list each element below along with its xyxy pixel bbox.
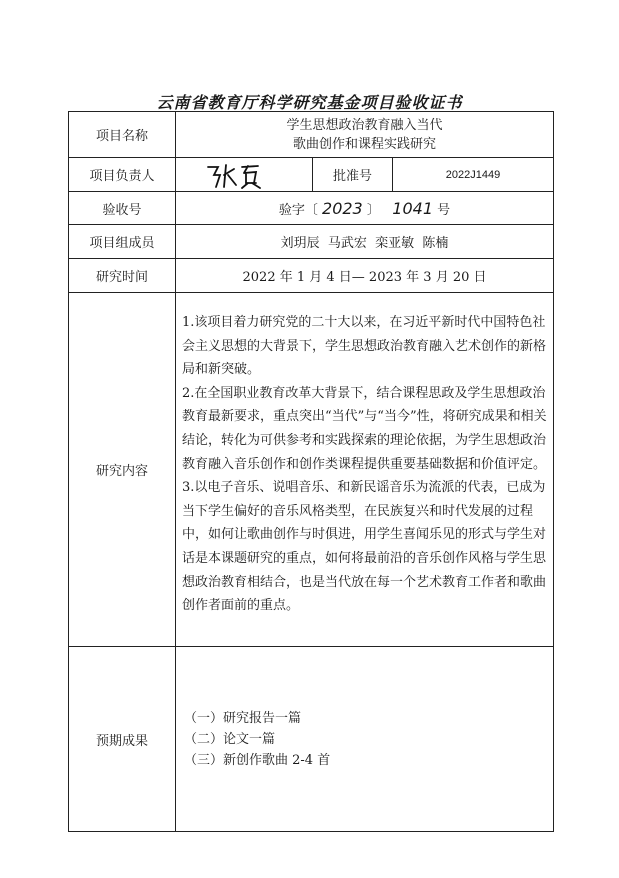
acceptance-number-value xyxy=(176,192,554,225)
period-label: 研究时间 xyxy=(69,259,176,293)
project-name-line-2: 歌曲创作和课程实践研究 xyxy=(293,136,437,152)
leader-label: 项目负责人 xyxy=(69,158,176,192)
acceptance-prefix: 验字〔 xyxy=(278,202,318,218)
content-paragraph: 1.该项目着力研究党的二十大以来，在习近平新时代中国特色社会主义思想的大背景下，学生思想政治教育融入艺术创作的新格局和新突破。 xyxy=(182,315,547,378)
row-project-name xyxy=(69,112,554,158)
results-item: （三）新创作歌曲 2-4 首 xyxy=(184,752,331,768)
project-name-line-1: 学生思想政治教育融入当代 xyxy=(286,117,443,133)
row-content xyxy=(69,293,554,647)
content-value xyxy=(176,293,554,647)
members-label: 项目组成员 xyxy=(69,225,176,259)
acceptance-year: 2023 xyxy=(322,198,363,218)
row-results xyxy=(69,647,554,832)
document-title: 云南省教育厅科学研究基金项目验收证书 xyxy=(156,93,463,112)
handwritten-signature xyxy=(204,161,268,189)
results-value xyxy=(176,647,554,832)
row-period xyxy=(69,259,554,293)
acceptance-suffix: 号 xyxy=(437,202,451,218)
members-value: 刘玥辰 马武宏 栾亚敏 陈楠 xyxy=(176,225,554,259)
leader-signature-cell xyxy=(176,158,313,192)
row-members xyxy=(69,225,554,259)
approval-number-label: 批准号 xyxy=(313,158,393,192)
row-acceptance-number xyxy=(69,192,554,225)
row-leader xyxy=(69,158,554,192)
acceptance-bracket-close: 〕 xyxy=(366,202,380,218)
results-item: （一）研究报告一篇 xyxy=(184,710,302,726)
project-name-label: 项目名称 xyxy=(69,112,176,158)
content-paragraph: 3.以电子音乐、说唱音乐、和新民谣音乐为流派的代表，已成为当下学生偏好的音乐风格类型，在民族复兴和时代发展的过程中，如何让歌曲创作与时俱进，用学生喜闻乐见的形式与学生对话是本课题研究的重点，如何将最前沿的音乐创作风格与学生思想政治教育相结合，也是当代放在每一个艺术教育工作者和歌曲创作者面前的重点。 xyxy=(182,480,547,614)
acceptance-number: 1041 xyxy=(392,198,434,218)
acceptance-form-table xyxy=(68,111,554,832)
content-label: 研究内容 xyxy=(69,293,176,647)
results-item: （二）论文一篇 xyxy=(184,731,276,747)
content-paragraph: 2.在全国职业教育改革大背景下，结合课程思政及学生思想政治教育最新要求，重点突出“当代”与“当今”性，将研究成果和相关结论，转化为可供参考和实践探索的理论依据，为学生思想政治教育融入音乐创作和创作类课程提供重要基础数据和价值评定。 xyxy=(182,385,547,472)
acceptance-number-label: 验收号 xyxy=(69,192,176,225)
period-value: 2022 年 1 月 4 日— 2023 年 3 月 20 日 xyxy=(176,259,554,293)
project-name-value xyxy=(176,112,554,158)
results-label: 预期成果 xyxy=(69,647,176,832)
approval-number-value: 2022J1449 xyxy=(393,158,554,192)
